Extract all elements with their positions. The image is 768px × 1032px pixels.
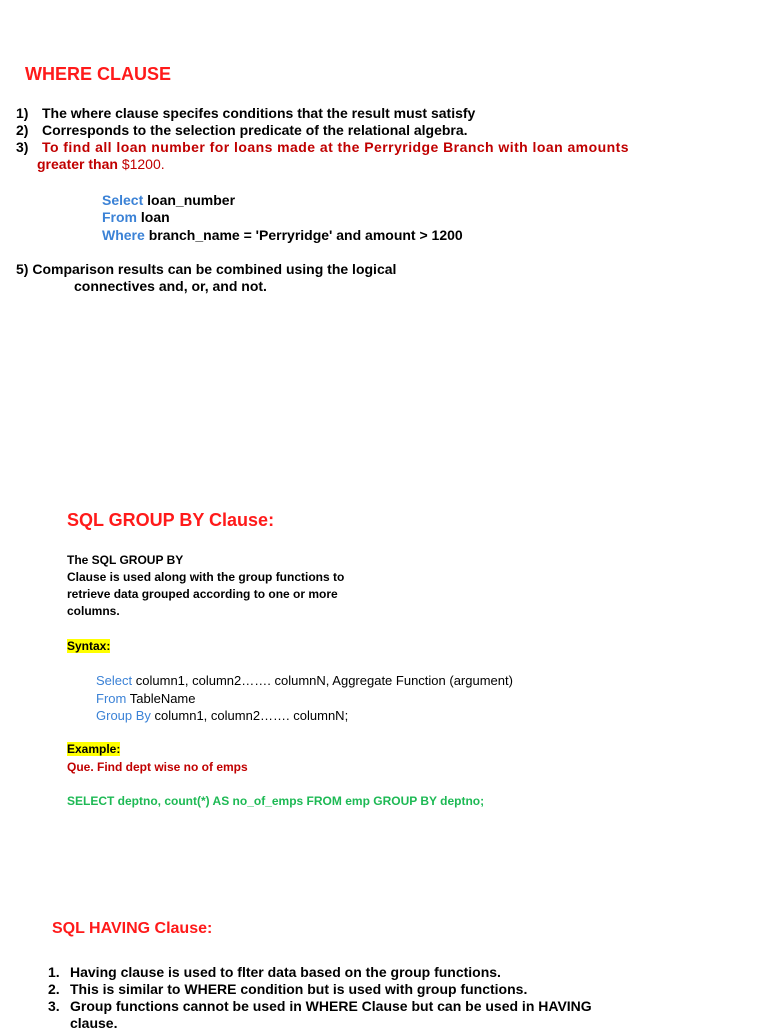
syntax-line-from	[96, 690, 196, 707]
item5-line-2: connectives and, or, and not.	[74, 278, 267, 294]
query-line-select	[102, 192, 235, 208]
list-text: Having clause is used to flter data based on the group functions.	[70, 964, 501, 980]
syntax-line-group-by	[96, 707, 348, 724]
having-heading: SQL HAVING Clause:	[52, 920, 213, 937]
where-clause-heading: WHERE CLAUSE	[25, 64, 172, 84]
sql-text: branch_name = 'Perryridge' and amount > 1200	[148, 227, 463, 243]
where-item-3	[16, 139, 752, 156]
syntax-label: Syntax:	[67, 639, 111, 653]
sql-text: loan_number	[147, 192, 236, 208]
desc-line: The SQL GROUP BY	[67, 553, 184, 567]
list-text: To find all loan number for loans made at the Perryridge Branch with loan amounts	[42, 139, 629, 155]
query-line-from	[102, 209, 170, 225]
list-number: 1.	[48, 964, 60, 980]
list-text: Corresponds to the selection predicate of the relational algebra.	[42, 122, 468, 138]
list-number: 3.	[48, 998, 60, 1014]
list-number: 3)	[16, 139, 29, 155]
having-item-3	[48, 998, 592, 1015]
group-by-heading: SQL GROUP BY Clause:	[67, 510, 275, 530]
list-number: 1)	[16, 105, 29, 121]
sql-keyword: Select	[102, 192, 144, 208]
list-text: greater than	[37, 156, 118, 172]
sql-text: TableName	[129, 691, 196, 706]
where-item-2	[16, 122, 468, 139]
list-number: 2)	[16, 122, 29, 138]
list-text: This is similar to WHERE condition but is used with group functions.	[70, 981, 528, 997]
syntax-label-row	[67, 638, 110, 655]
desc-line: columns.	[67, 604, 120, 618]
list-text: The where clause specifes conditions that the result must satisfy	[42, 105, 476, 121]
having-item-3-continued: clause.	[70, 1015, 118, 1031]
example-sql: SELECT deptno, count(*) AS no_of_emps FROM emp GROUP BY deptno;	[67, 794, 485, 808]
having-item-2	[48, 981, 527, 998]
item5-line-1: 5) Comparison results can be combined using the logical	[16, 261, 397, 277]
example-label-row	[67, 741, 120, 758]
sql-keyword: From	[96, 691, 127, 706]
example-label: Example:	[67, 742, 121, 756]
sql-text: loan	[140, 209, 170, 225]
where-item-3-continued	[37, 156, 165, 173]
sql-keyword: Select	[96, 673, 133, 688]
sql-text: column1, column2……. columnN;	[154, 708, 349, 723]
query-line-where	[102, 227, 463, 243]
sql-keyword: Group By	[96, 708, 151, 723]
sql-text: column1, column2……. columnN, Aggregate Function (argument)	[135, 673, 513, 688]
example-question: Que. Find dept wise no of emps	[67, 760, 248, 774]
sql-keyword: From	[102, 209, 137, 225]
sql-keyword: Where	[102, 227, 145, 243]
having-item-1	[48, 964, 501, 981]
desc-line: retrieve data grouped according to one or more	[67, 587, 338, 601]
syntax-line-select	[96, 672, 513, 689]
desc-line: Clause is used along with the group functions to	[67, 570, 345, 584]
list-number: 2.	[48, 981, 60, 997]
amount-value: $1200.	[121, 156, 165, 172]
group-by-description	[67, 552, 344, 620]
list-text: Group functions cannot be used in WHERE Clause but can be used in HAVING	[70, 998, 592, 1014]
where-item-1	[16, 105, 475, 122]
where-item-5	[16, 261, 396, 295]
